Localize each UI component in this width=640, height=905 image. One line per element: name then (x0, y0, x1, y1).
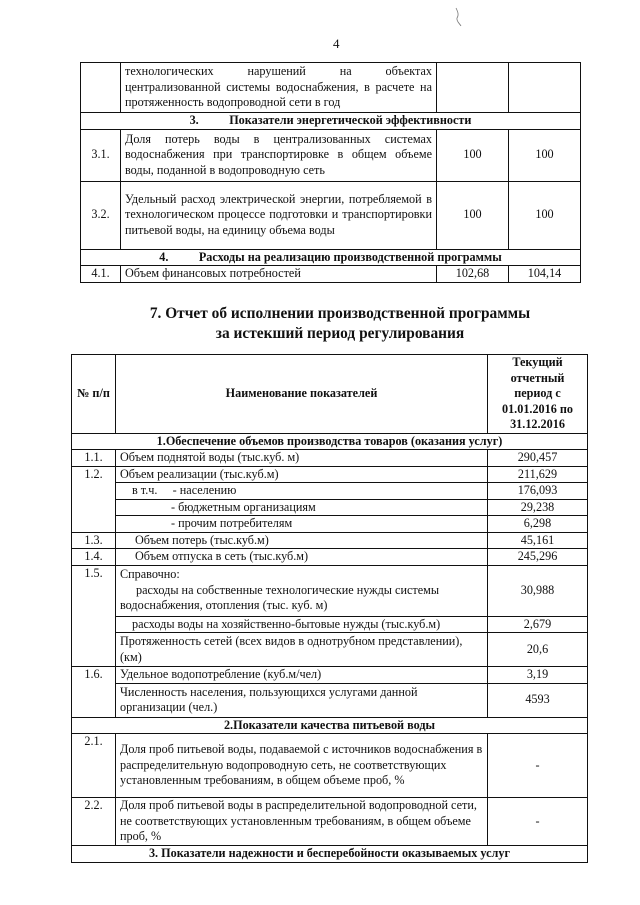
indicator-text: Доля проб питьевой воды, подаваемой с источников водоснабжения в распределительную водопроводную сеть, не соответствующих установленным требованиям, в общем объеме проб, % (116, 734, 488, 798)
value-cell: 6,298 (488, 516, 588, 533)
value-cell (437, 63, 509, 113)
table-row (81, 129, 581, 181)
value-cell: 100 (437, 181, 509, 249)
indicator-text: Удельное водопотребление (куб.м/чел) (116, 667, 488, 684)
table-row (72, 734, 588, 798)
section-header-row (72, 846, 588, 863)
pen-mark-icon (452, 6, 466, 28)
indicator-text: Численность населения, пользующихся услугами данной организации (чел.) (116, 683, 488, 717)
row-number: 3.1. (81, 129, 121, 181)
value-cell: 20,6 (488, 633, 588, 667)
value-cell: 211,629 (488, 466, 588, 483)
indicator-text: Объем финансовых потребностей (121, 266, 437, 283)
row-number: 1.5. (72, 565, 116, 667)
indicator-text: - бюджетным организациям (116, 499, 488, 516)
table-row (72, 667, 588, 684)
row-number: 1.6. (72, 667, 116, 718)
value-cell: 100 (509, 181, 581, 249)
table-row (72, 532, 588, 549)
value-cell: - (488, 798, 588, 846)
header-name: Наименование показателей (116, 355, 488, 434)
table-row (72, 516, 588, 533)
indicators-table-continued (80, 62, 581, 283)
table-row (72, 616, 588, 633)
indicator-text: в т.ч. - населению (116, 483, 488, 500)
row-number: 3.2. (81, 181, 121, 249)
indicator-text: Объем потерь (тыс.куб.м) (116, 532, 488, 549)
indicator-text: Удельный расход электрической энергии, потребляемой в технологическом процессе подготовки и транспортировки питьевой воды, на единицу объема воды (121, 181, 437, 249)
table-row (72, 499, 588, 516)
section-header-row (81, 113, 581, 130)
indicator-text: Объем отпуска в сеть (тыс.куб.м) (116, 549, 488, 566)
value-cell: 45,161 (488, 532, 588, 549)
reference-label: Справочно: (120, 567, 180, 582)
indicator-text: Доля потерь воды в централизованных системах водоснабжения при транспортировке в общем объеме воды, поданной в водопроводную сеть (121, 129, 437, 181)
header-num: № п/п (72, 355, 116, 434)
value-cell: 100 (509, 129, 581, 181)
table-row (72, 683, 588, 717)
section-title: 2.Показатели качества питьевой воды (72, 717, 588, 734)
own-needs-text: расходы на собственные технологические нужды системы водоснабжения, отопления (тыс. куб. м) (120, 582, 440, 613)
section-header-row (81, 249, 581, 266)
num-cell (81, 63, 121, 113)
indicator-text (116, 565, 488, 616)
value-cell: - (488, 734, 588, 798)
page-number: 4 (333, 36, 340, 51)
section-header-row (72, 433, 588, 450)
value-cell: 4593 (488, 683, 588, 717)
table-row (81, 63, 581, 113)
table-row (81, 266, 581, 283)
indicator-text: Доля проб питьевой воды в распределительной водопроводной сети, не соответствующих установленным требованиям, в общем объеме проб, % (116, 798, 488, 846)
table-row (72, 483, 588, 500)
header-period: Текущий отчетный период с 01.01.2016 по 31.12.2016 (488, 355, 588, 434)
table-row (72, 565, 588, 616)
indicator-text: расходы воды на хозяйственно-бытовые нужды (тыс.куб.м) (116, 616, 488, 633)
section-title: 4. Расходы на реализацию производственной программы (81, 249, 581, 266)
header-row (72, 355, 588, 434)
indicator-text: - прочим потребителям (116, 516, 488, 533)
value-cell: 29,238 (488, 499, 588, 516)
indicator-text: Протяженность сетей (всех видов в однотрубном представлении), (км) (116, 633, 488, 667)
row-number: 1.4. (72, 549, 116, 566)
section-header-row (72, 717, 588, 734)
value-cell: 2,679 (488, 616, 588, 633)
row-number: 1.1. (72, 450, 116, 467)
table-row (81, 181, 581, 249)
indicator-text: Объем реализации (тыс.куб.м) (116, 466, 488, 483)
value-cell: 290,457 (488, 450, 588, 467)
row-number: 2.2. (72, 798, 116, 846)
value-cell: 100 (437, 129, 509, 181)
section-title: 3. Показатели надежности и бесперебойности оказываемых услуг (72, 846, 588, 863)
value-cell: 102,68 (437, 266, 509, 283)
indicator-text: технологических нарушений на объектах централизованной системы водоснабжения, в расчете на протяженность водопроводной сети в год (121, 63, 437, 113)
section-title: 3. Показатели энергетической эффективности (81, 113, 581, 130)
table-row (72, 450, 588, 467)
value-cell (509, 63, 581, 113)
value-cell: 3,19 (488, 667, 588, 684)
row-number: 1.2. (72, 466, 116, 532)
row-number: 4.1. (81, 266, 121, 283)
row-number: 1.3. (72, 532, 116, 549)
production-program-report-table (71, 354, 588, 863)
table-row (72, 633, 588, 667)
value-cell: 245,296 (488, 549, 588, 566)
row-number: 2.1. (72, 734, 116, 798)
value-cell: 104,14 (509, 266, 581, 283)
section-title: 1.Обеспечение объемов производства товаров (оказания услуг) (72, 433, 588, 450)
table-row (72, 549, 588, 566)
table-row (72, 798, 588, 846)
indicator-text: Объем поднятой воды (тыс.куб. м) (116, 450, 488, 467)
section-7-title: 7. Отчет об исполнении производственной программы за истекший период регулирования (149, 305, 531, 342)
value-cell: 176,093 (488, 483, 588, 500)
value-cell: 30,988 (488, 565, 588, 616)
table-row (72, 466, 588, 483)
